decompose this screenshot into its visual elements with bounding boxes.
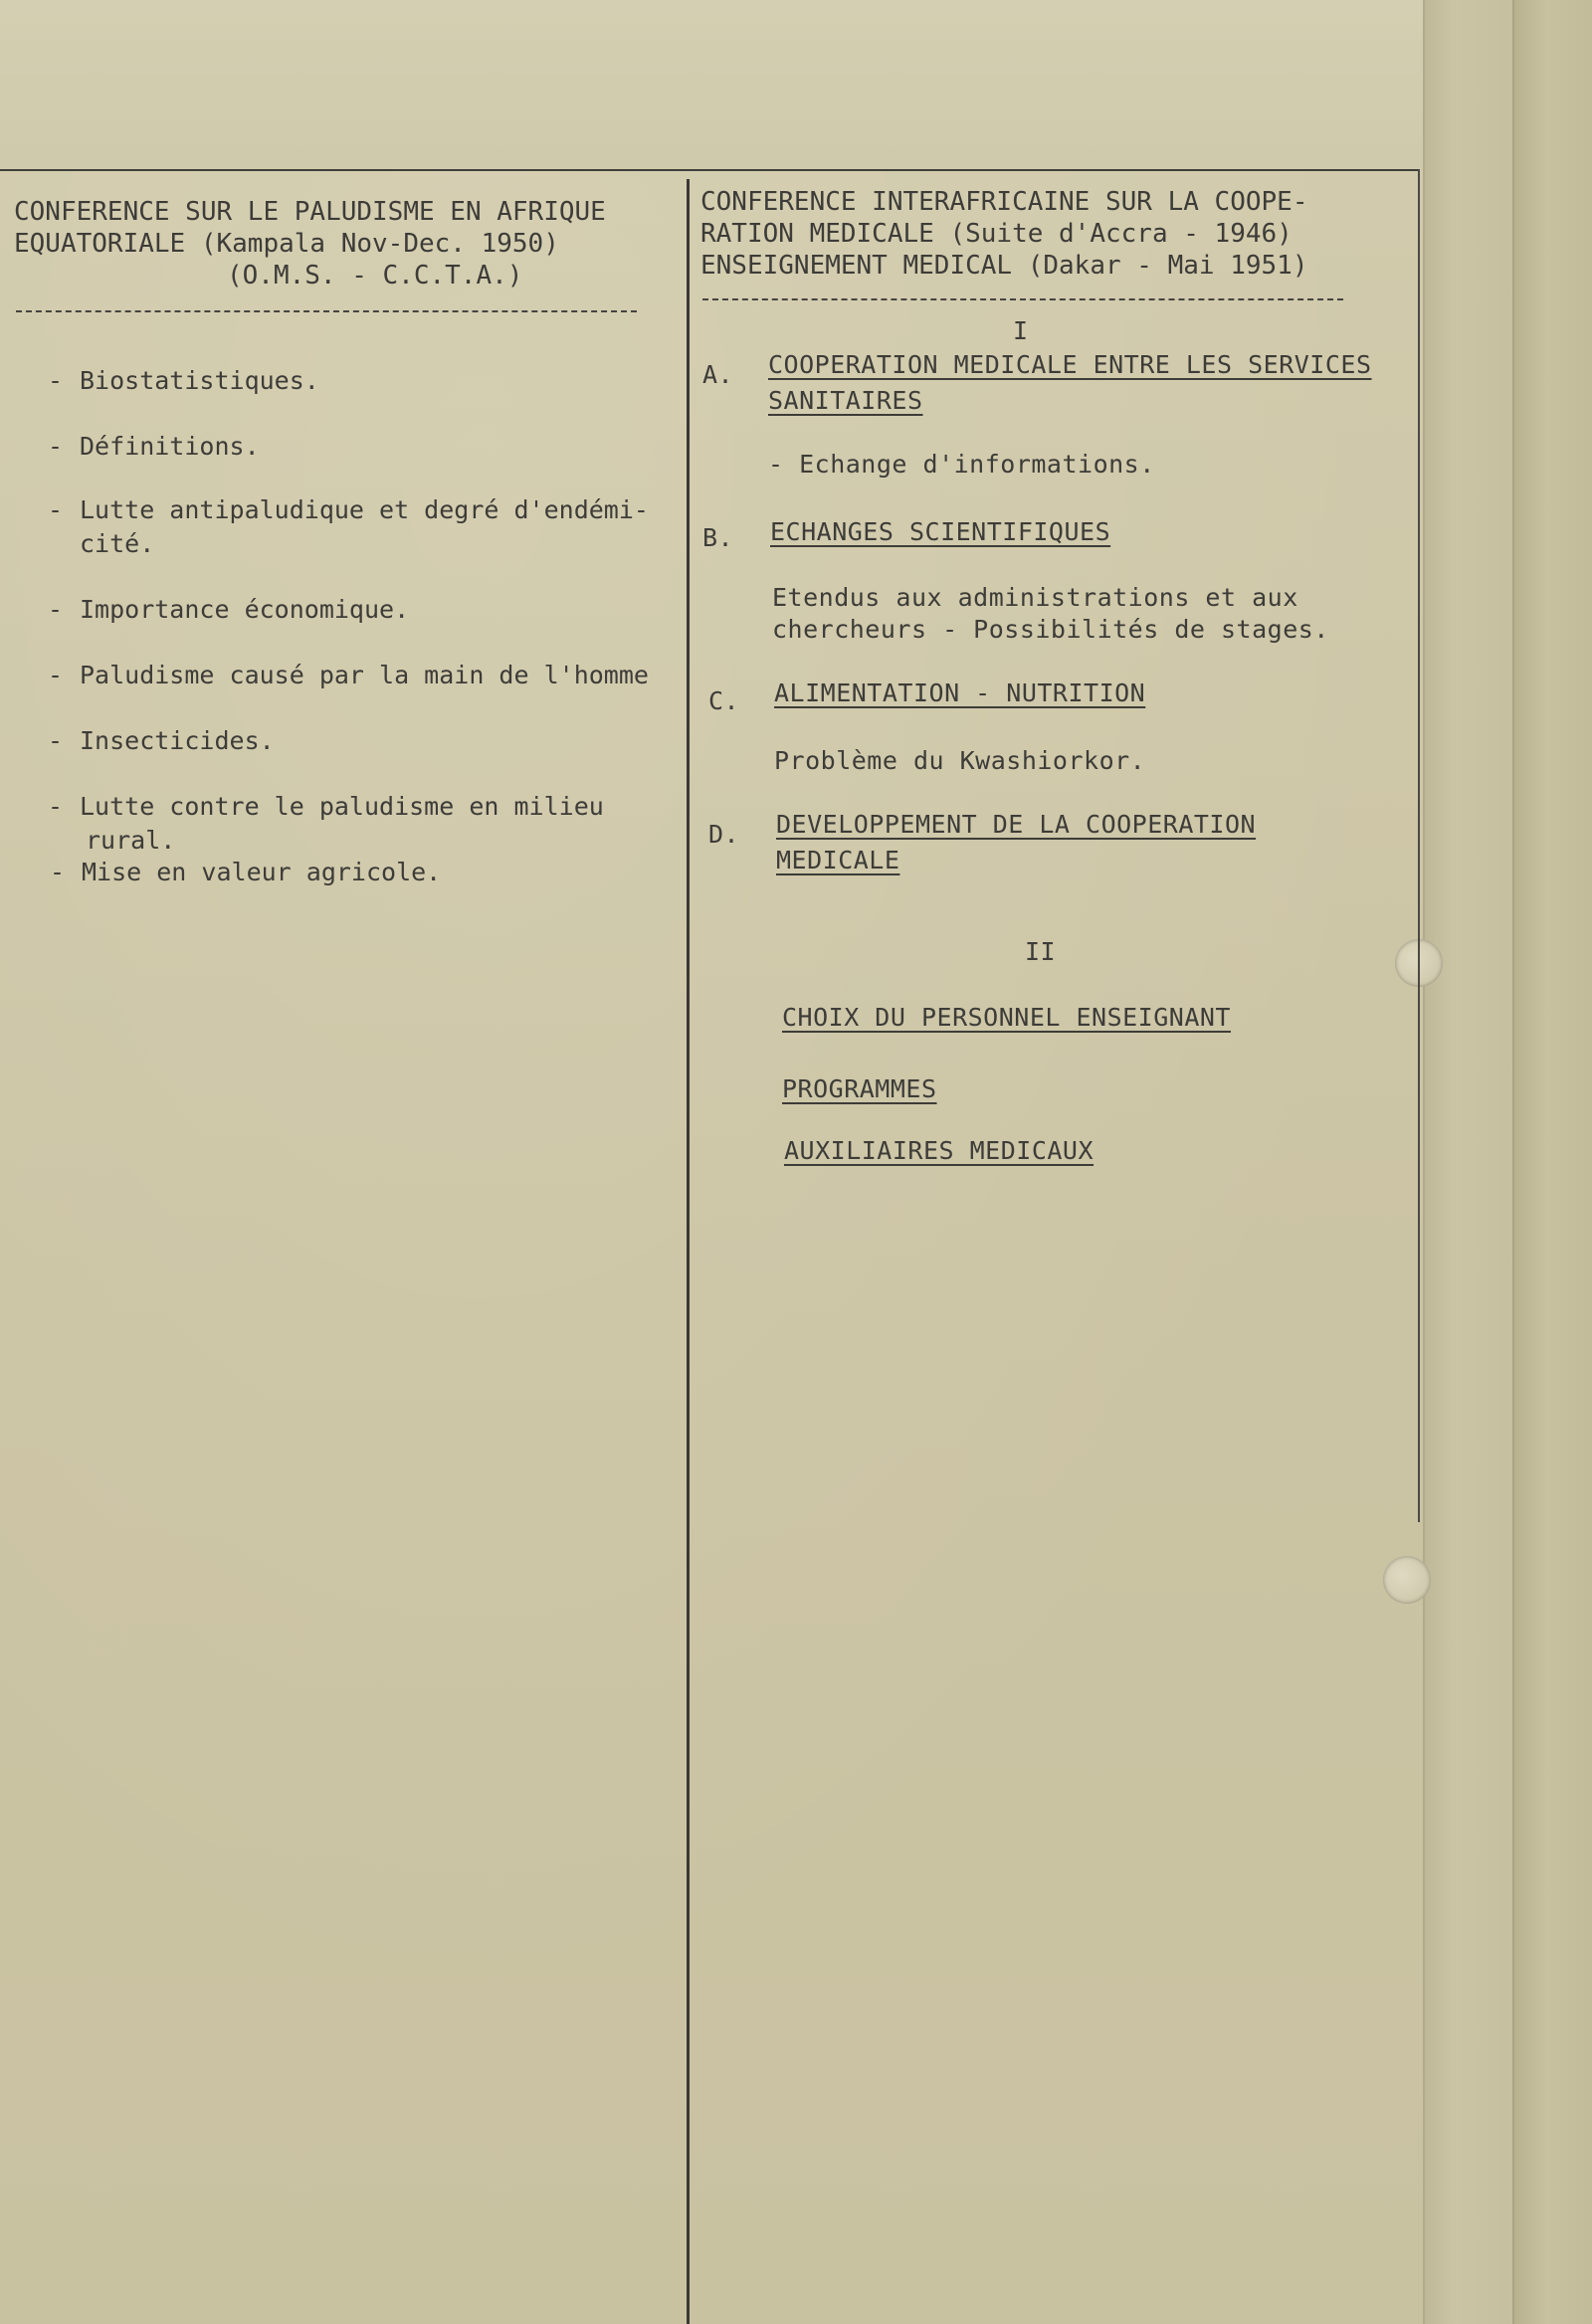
part-two-item: PROGRAMMES [782, 1074, 937, 1103]
section-title: ECHANGES SCIENTIFIQUES [770, 517, 1111, 546]
part-two-item: CHOIX DU PERSONNEL ENSEIGNANT [782, 1003, 1231, 1032]
punch-hole [1383, 1556, 1431, 1604]
left-list-item: - Lutte contre le paludisme en milieu [48, 792, 604, 821]
section-title: SANITAIRES [768, 386, 923, 415]
section-body: - Echange d'informations. [768, 450, 1155, 479]
left-list-item-continuation: cité. [80, 529, 155, 558]
right-heading-line: RATION MEDICALE (Suite d'Accra - 1946) [700, 219, 1293, 249]
part-number-i: I [1013, 316, 1029, 345]
part-two-item: AUXILIAIRES MEDICAUX [784, 1136, 1094, 1165]
left-heading-line: EQUATORIALE (Kampala Nov-Dec. 1950) [14, 229, 559, 259]
paper-fold-band [0, 0, 1423, 171]
column-divider [687, 179, 690, 2324]
left-list-item: - Définitions. [48, 432, 260, 461]
adjacent-sheet-edge [1512, 0, 1592, 2324]
adjacent-sheet-edge [1423, 0, 1516, 2324]
left-list-item: - Lutte antipaludique et degré d'endémi- [48, 495, 649, 524]
left-list-item: - Importance économique. [48, 595, 410, 624]
right-border-rule [1418, 169, 1420, 1522]
section-body: chercheurs - Possibilités de stages. [772, 615, 1329, 644]
left-list-item: - Paludisme causé par la main de l'homme [48, 661, 649, 689]
section-body: Problème du Kwashiorkor. [774, 746, 1146, 775]
right-heading-line: ENSEIGNEMENT MEDICAL (Dakar - Mai 1951) [700, 251, 1308, 281]
section-letter: C. [708, 686, 740, 715]
section-title: ALIMENTATION - NUTRITION [774, 678, 1146, 707]
left-heading-line: CONFERENCE SUR LE PALUDISME EN AFRIQUE [14, 197, 606, 227]
left-heading-dashed-rule [16, 310, 637, 312]
right-heading-line: CONFERENCE INTERAFRICAINE SUR LA COOPE- [700, 187, 1308, 217]
section-letter: D. [708, 820, 740, 849]
section-title: MEDICALE [776, 846, 900, 874]
left-list-item: - Biostatistiques. [48, 366, 319, 395]
left-list-item-continuation: rural. [86, 826, 176, 855]
right-heading-dashed-rule [702, 298, 1343, 300]
part-number-ii: II [1025, 937, 1057, 966]
left-list-item: - Insecticides. [48, 726, 275, 755]
section-letter: B. [702, 523, 734, 552]
section-title: DEVELOPPEMENT DE LA COOPERATION [776, 810, 1257, 839]
section-letter: A. [702, 360, 734, 389]
top-rule [0, 169, 1418, 171]
left-list-item: - Mise en valeur agricole. [50, 858, 442, 886]
left-heading-line: (O.M.S. - C.C.T.A.) [227, 261, 523, 290]
section-title: COOPERATION MEDICALE ENTRE LES SERVICES [768, 350, 1372, 379]
section-body: Etendus aux administrations et aux [772, 583, 1298, 612]
